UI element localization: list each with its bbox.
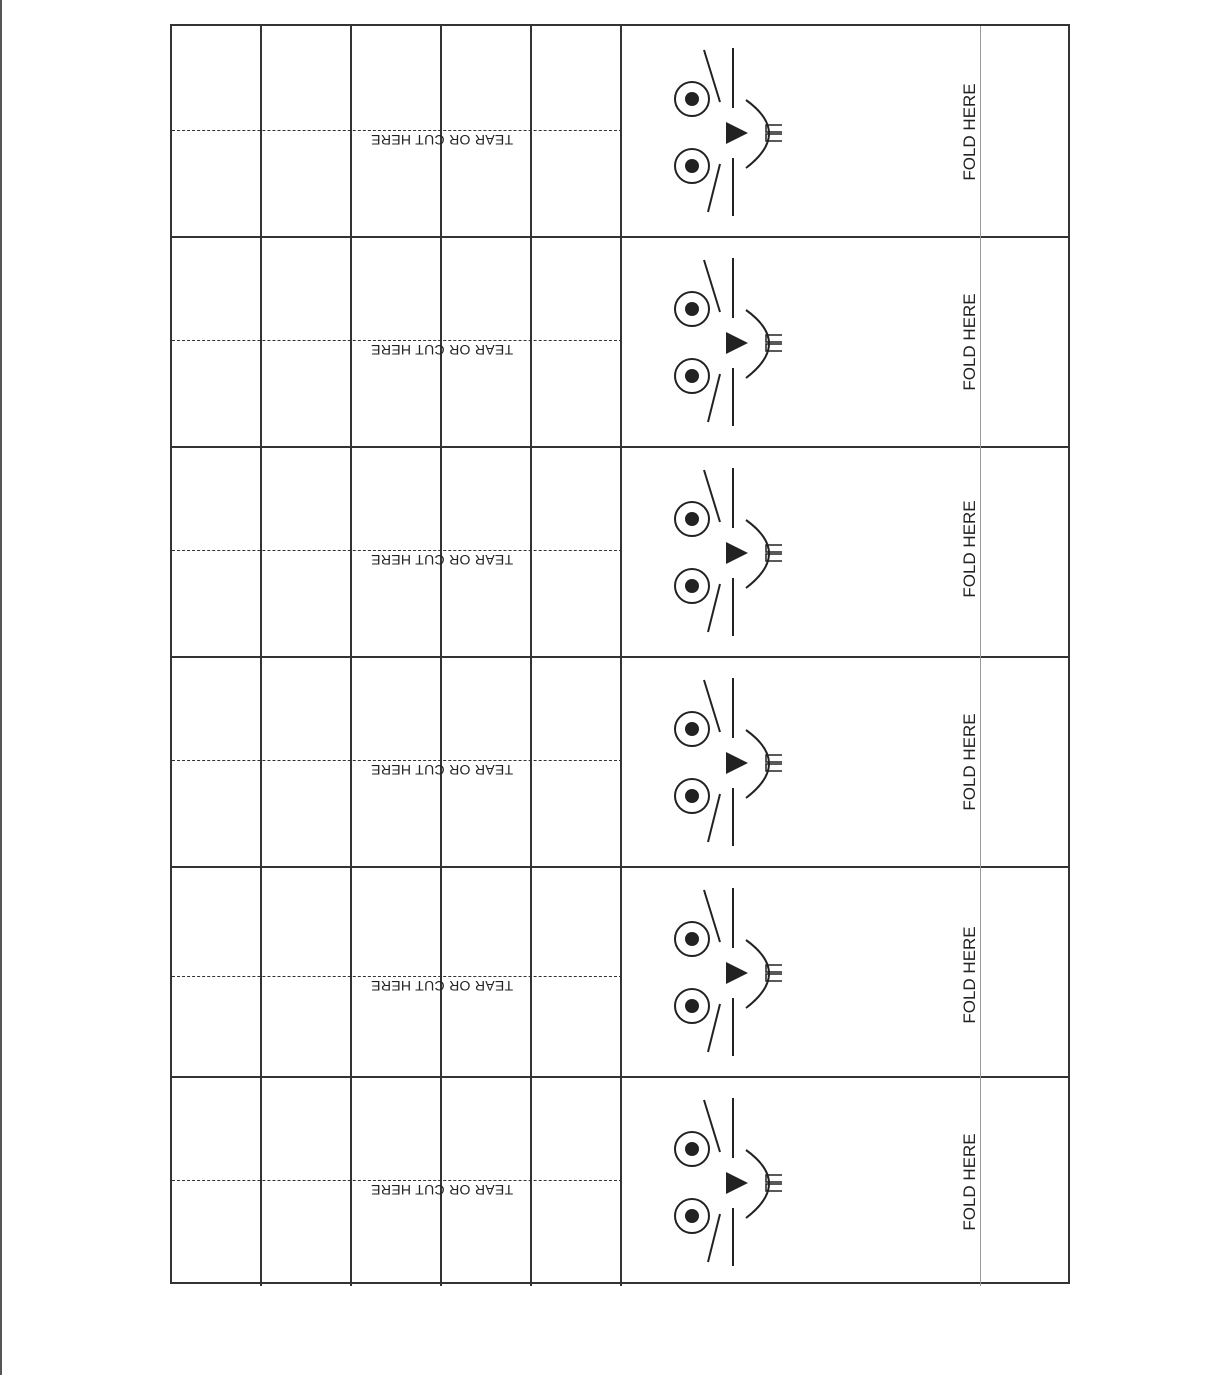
tear-strip [172,866,1068,1076]
eye-pupil-top [685,932,699,946]
tear-guide-line [172,976,622,977]
nose [726,1172,748,1194]
tab-divider [350,1076,352,1286]
tab-divider [260,26,262,236]
tear-guide-line [172,760,622,761]
tear-label: TEAR OR CUT HERE [370,762,514,778]
tear-strip [172,236,1068,446]
cat-face-icon [642,46,782,216]
fold-divider [980,866,981,1076]
tab-divider [620,236,622,446]
tear-off-sheet [170,24,1070,1284]
eye-pupil-bottom [685,369,699,383]
whisker [704,890,720,942]
tear-label: TEAR OR CUT HERE [370,978,514,994]
tab-divider [530,656,532,866]
tab-divider [620,866,622,1076]
whisker [708,164,720,212]
fold-label: FOLD HERE [960,1133,979,1231]
tab-divider [530,866,532,1076]
eye-pupil-top [685,1142,699,1156]
tab-divider [350,446,352,656]
tab-divider [440,236,442,446]
nose [726,542,748,564]
cat-face-icon [642,1096,782,1266]
tab-divider [620,446,622,656]
tab-divider [350,866,352,1076]
tab-divider [620,1076,622,1286]
whisker [704,1100,720,1152]
tab-divider [530,446,532,656]
tear-label: TEAR OR CUT HERE [370,342,514,358]
page-edge [0,0,2,1375]
eye-pupil-bottom [685,159,699,173]
tab-divider [440,26,442,236]
tab-divider [260,866,262,1076]
nose [726,122,748,144]
tab-divider [530,1076,532,1286]
tear-guide-line [172,340,622,341]
cat-face-icon [642,676,782,846]
eye-pupil-top [685,302,699,316]
fold-divider [980,1076,981,1286]
fold-divider [980,26,981,236]
tab-divider [440,866,442,1076]
tab-divider [350,656,352,866]
fold-label: FOLD HERE [960,500,979,598]
whisker [704,260,720,312]
fold-divider [980,656,981,866]
whisker [704,470,720,522]
whisker [708,374,720,422]
tab-divider [260,656,262,866]
tab-divider [260,236,262,446]
eye-pupil-top [685,512,699,526]
tab-divider [260,446,262,656]
tear-label: TEAR OR CUT HERE [370,552,514,568]
tear-guide-line [172,1180,622,1181]
whisker [708,1004,720,1052]
eye-pupil-top [685,92,699,106]
tear-strip [172,26,1068,236]
fold-divider [980,446,981,656]
tear-guide-line [172,130,622,131]
tear-strip [172,656,1068,866]
tab-divider [440,656,442,866]
nose [726,962,748,984]
cat-face-icon [642,256,782,426]
whisker [708,794,720,842]
fold-label: FOLD HERE [960,83,979,181]
tear-strip [172,1076,1068,1286]
tab-divider [440,1076,442,1286]
nose [726,752,748,774]
tear-guide-line [172,550,622,551]
tab-divider [620,656,622,866]
whisker [704,680,720,732]
tear-label: TEAR OR CUT HERE [370,1182,514,1198]
fold-label: FOLD HERE [960,293,979,391]
eye-pupil-bottom [685,789,699,803]
fold-label: FOLD HERE [960,926,979,1024]
tab-divider [530,236,532,446]
whisker [704,50,720,102]
tab-divider [440,446,442,656]
fold-label: FOLD HERE [960,713,979,811]
eye-pupil-bottom [685,579,699,593]
tab-divider [620,26,622,236]
tab-divider [530,26,532,236]
eye-pupil-bottom [685,1209,699,1223]
tab-divider [260,1076,262,1286]
tab-divider [350,26,352,236]
tab-divider [350,236,352,446]
fold-divider [980,236,981,446]
cat-face-icon [642,466,782,636]
whisker [708,584,720,632]
cat-face-icon [642,886,782,1056]
eye-pupil-top [685,722,699,736]
nose [726,332,748,354]
tear-label: TEAR OR CUT HERE [370,132,514,148]
tear-strip [172,446,1068,656]
eye-pupil-bottom [685,999,699,1013]
whisker [708,1214,720,1262]
